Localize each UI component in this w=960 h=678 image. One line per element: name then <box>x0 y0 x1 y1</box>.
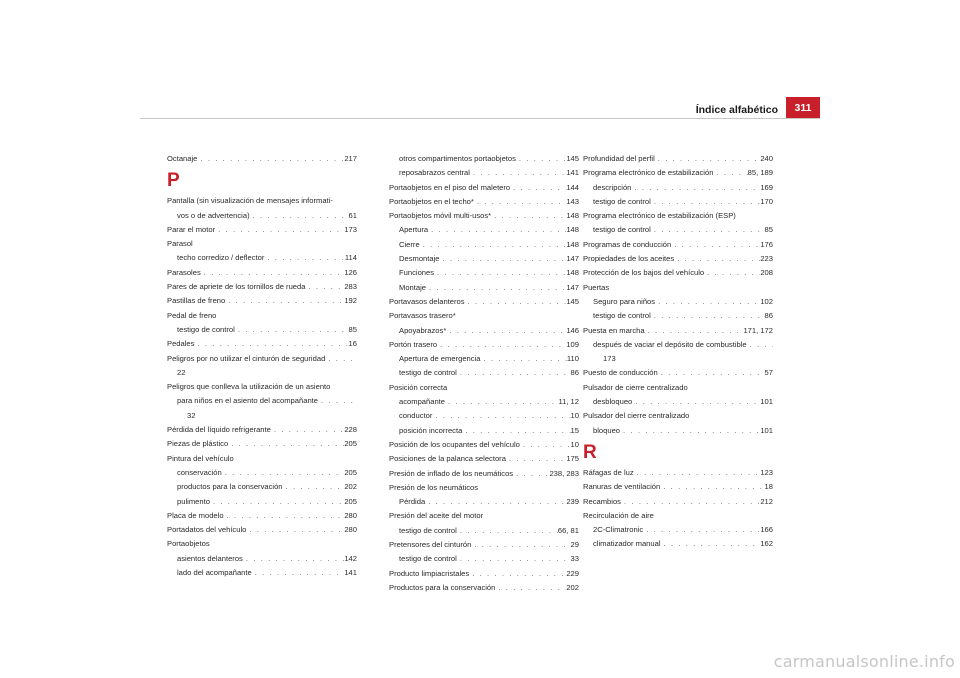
index-entry <box>583 266 773 280</box>
index-entry-page: 166 <box>760 525 773 535</box>
index-entry <box>389 181 579 195</box>
page-title: Índice alfabético <box>695 104 778 116</box>
index-entry-term: productos para la conservación <box>177 482 283 492</box>
index-entry-heading: Pulsador del cierre centralizado <box>583 411 690 421</box>
index-entry-page: 192 <box>344 296 357 306</box>
dot-leader <box>446 324 566 338</box>
index-subentry <box>583 195 773 209</box>
index-entry-term: Funciones <box>399 268 435 278</box>
index-entry-page: 85 <box>348 324 357 334</box>
index-entry-term: Parasoles <box>167 267 201 277</box>
index-subentry <box>389 424 579 438</box>
dot-leader <box>222 466 345 480</box>
index-entry-page: 162 <box>760 539 773 549</box>
dot-leader <box>621 495 760 509</box>
index-entry-term: Cierre <box>399 239 420 249</box>
index-entry-term: Producto limpiacristales <box>389 568 470 578</box>
index-entry <box>167 294 357 308</box>
dot-leader <box>671 238 760 252</box>
index-entry-term: conductor <box>399 411 433 421</box>
index-subentry <box>583 424 773 438</box>
index-entry-term: reposabrazos central <box>399 168 470 178</box>
index-subentry <box>389 152 579 166</box>
dot-leader <box>425 495 566 509</box>
index-entry-term: bloqueo <box>593 425 621 435</box>
index-entry-term: otros compartimentos portaobjetos <box>399 154 516 163</box>
dot-leader <box>655 295 760 309</box>
index-entry-page: 61 <box>348 210 357 220</box>
index-entry-term: Ranuras de ventilación <box>583 482 661 492</box>
dot-leader <box>201 266 345 280</box>
index-entry-page: 147 <box>566 254 579 264</box>
index-entry-page-continued: 173 <box>603 354 616 364</box>
index-entry-page: 280 <box>344 525 357 535</box>
index-entry <box>583 252 773 266</box>
index-subentry <box>389 524 579 538</box>
index-entry-term: climatizador manual <box>593 539 661 549</box>
index-subentry <box>167 394 357 408</box>
index-entry <box>389 195 579 209</box>
index-entry-term: Profundidad del perfil <box>583 154 655 163</box>
index-entry-heading: Recirculación de aire <box>583 510 654 520</box>
header-rule <box>140 118 820 119</box>
index-entry-term: después de vaciar el depósito de combustible <box>593 339 747 349</box>
index-entry-term: descripción <box>593 182 632 192</box>
index-entry <box>583 324 773 338</box>
index-entry-page: 173 <box>344 224 357 234</box>
index-entry-term: testigo de control <box>593 225 651 235</box>
index-entry <box>583 152 773 166</box>
index-entry-page: 145 <box>566 296 579 306</box>
dot-leader <box>457 552 571 566</box>
index-entry <box>167 352 357 366</box>
index-entry-term: asientos delanteros <box>177 553 243 563</box>
dot-leader <box>457 524 558 538</box>
index-entry-heading: Pedal de freno <box>167 310 217 320</box>
index-entry-heading: Peligros que conlleva la utilización de un asiento <box>167 382 331 392</box>
index-entry-page: 86 <box>764 311 773 321</box>
dot-leader <box>651 223 765 237</box>
index-entry-page: 171, 172 <box>743 325 773 335</box>
dot-leader <box>440 252 567 266</box>
index-entry-page: 280 <box>344 510 357 520</box>
index-entry-page: 148 <box>566 225 579 235</box>
index-entry <box>167 152 357 166</box>
dot-leader <box>469 567 566 581</box>
index-entry-page: 148 <box>566 268 579 278</box>
index-entry-term: testigo de control <box>593 311 651 321</box>
index-entry-page: 147 <box>566 282 579 292</box>
index-entry <box>167 437 357 451</box>
index-entry-page: 110 <box>566 354 579 364</box>
dot-leader <box>246 523 344 537</box>
dot-leader <box>474 195 566 209</box>
dot-leader <box>283 480 345 494</box>
index-entry <box>167 223 357 237</box>
index-entry-page: 29 <box>570 540 579 550</box>
dot-leader <box>480 352 566 366</box>
index-entry-term: para niños en el asiento del acompañante <box>177 396 319 406</box>
index-entry-page: 176 <box>760 239 773 249</box>
dot-leader <box>471 538 570 552</box>
index-entry-page: 15 <box>570 425 579 435</box>
dot-leader <box>516 152 566 166</box>
index-subentry <box>583 223 773 237</box>
index-entry-page: 239 <box>566 497 579 507</box>
dot-leader <box>651 195 760 209</box>
index-entry-page: 146 <box>566 325 579 335</box>
index-entry-term: Piezas de plástico <box>167 439 229 449</box>
index-entry-term: testigo de control <box>593 196 651 206</box>
index-entry-term: 2C-Climatronic <box>593 525 644 535</box>
index-entry <box>583 166 773 180</box>
dot-leader <box>318 394 357 408</box>
index-entry-term: Portón trasero <box>389 339 438 349</box>
index-entry-term: Pretensores del cinturón <box>389 540 472 550</box>
index-entry-page: 202 <box>344 482 357 492</box>
index-subentry <box>389 252 579 266</box>
index-subentry <box>167 466 357 480</box>
dot-leader <box>428 223 566 237</box>
dot-leader <box>243 552 344 566</box>
dot-leader <box>632 395 760 409</box>
index-entry-term: Pérdida <box>399 497 426 507</box>
dot-leader <box>506 452 566 466</box>
index-entry-term: Parar el motor <box>167 224 216 234</box>
index-entry-page: 10 <box>570 411 579 421</box>
index-entry-page: 217 <box>344 154 357 163</box>
index-entry-term: Programa electrónico de estabilización <box>583 168 714 178</box>
index-subentry <box>389 552 579 566</box>
index-entry-term: desbloqueo <box>593 397 633 407</box>
index-entry-page: 205 <box>344 439 357 449</box>
index-entry-term: Pedales <box>167 339 195 349</box>
index-entry-page: 228 <box>344 425 357 435</box>
index-subentry <box>583 309 773 323</box>
index-entry-term: techo corredizo / deflector <box>177 253 265 263</box>
dot-leader <box>465 295 567 309</box>
page-number-badge: 311 <box>786 97 820 119</box>
index-subentry <box>583 395 773 409</box>
index-subentry <box>167 251 357 265</box>
dot-leader <box>674 252 760 266</box>
index-entry-term: Pastillas de freno <box>167 296 226 306</box>
index-entry <box>389 452 579 466</box>
index-entry-term: Pérdida del líquido refrigerante <box>167 425 271 435</box>
dot-leader <box>631 181 760 195</box>
index-entry-page: 33 <box>570 554 579 564</box>
index-subentry <box>389 366 579 380</box>
index-subentry <box>389 409 579 423</box>
index-entry-term: Productos para la conservación <box>389 582 496 592</box>
dot-leader <box>264 251 345 265</box>
index-entry <box>167 337 357 351</box>
index-subentry <box>167 480 357 494</box>
index-subentry <box>389 223 579 237</box>
index-subentry <box>583 181 773 195</box>
index-entry-page: 85, 189 <box>747 168 773 178</box>
index-subentry <box>167 566 357 580</box>
dot-leader <box>713 166 747 180</box>
dot-leader <box>252 566 345 580</box>
index-entry <box>389 538 579 552</box>
dot-leader <box>495 581 566 595</box>
index-entry-term: testigo de control <box>399 525 457 535</box>
index-subentry <box>167 495 357 509</box>
dot-leader <box>620 424 760 438</box>
index-entry <box>167 423 357 437</box>
dot-leader <box>634 466 761 480</box>
index-entry-page: 16 <box>348 339 357 349</box>
dot-leader <box>658 366 765 380</box>
index-entry-term: Apoyabrazos* <box>399 325 447 335</box>
index-subentry <box>389 238 579 252</box>
index-entry-page: 11, 12 <box>558 397 579 407</box>
index-entry-term: Recambios <box>583 496 621 506</box>
index-entry-page: 142 <box>344 553 357 563</box>
index-subentry <box>389 324 579 338</box>
index-entry-page: 175 <box>566 454 579 464</box>
index-subentry <box>583 523 773 537</box>
index-entry-term: Apertura <box>399 225 429 235</box>
index-entry-page: 229 <box>566 568 579 578</box>
index-entry-heading: Pulsador de cierre centralizado <box>583 382 688 392</box>
index-entry-heading: Programa electrónico de estabilización (ESP) <box>583 211 736 221</box>
index-entry-term: Peligros por no utilizar el cinturón de seguridad <box>167 353 326 363</box>
index-column-1 <box>167 152 357 580</box>
index-entry-page: 240 <box>760 154 773 163</box>
index-subentry <box>389 281 579 295</box>
index-entry-term: Posiciones de la palanca selectora <box>389 454 506 464</box>
index-entry <box>583 495 773 509</box>
index-entry <box>167 209 357 223</box>
index-entry <box>583 366 773 380</box>
dot-leader <box>510 181 566 195</box>
index-entry-term: Pares de apriete de los tornillos de rueda <box>167 282 306 292</box>
index-entry-page: 18 <box>764 482 773 492</box>
index-entry-heading: Portavasos trasero* <box>389 311 456 321</box>
index-subentry <box>583 295 773 309</box>
index-entry-page: 141 <box>566 168 579 178</box>
index-entry-page: 202 <box>566 582 579 592</box>
index-entry-page: 212 <box>760 496 773 506</box>
dot-leader <box>491 209 566 223</box>
index-entry-page: 169 <box>760 182 773 192</box>
index-entry-page: 109 <box>566 339 579 349</box>
index-entry-heading: Posición correcta <box>389 382 448 392</box>
index-entry-heading: Pintura del vehículo <box>167 453 234 463</box>
index-entry-page: 208 <box>760 268 773 278</box>
index-entry-page: 101 <box>760 425 773 435</box>
index-entry-term: Presión de inflado de los neumáticos <box>389 468 514 478</box>
index-entry-heading: Portaobjetos <box>167 539 210 549</box>
index-entry-term: Puesto de conducción <box>583 368 658 378</box>
dot-leader <box>747 338 773 352</box>
index-entry-term: Desmontaje <box>399 254 440 264</box>
dot-leader <box>420 238 567 252</box>
dot-leader <box>210 495 344 509</box>
index-entry-page-continued: 32 <box>187 410 196 420</box>
index-entry-term-continued: vos o de advertencia) <box>177 210 250 220</box>
index-column-2 <box>389 152 579 595</box>
index-entry <box>167 509 357 523</box>
index-entry-term: Octanaje <box>167 154 198 163</box>
dot-leader <box>513 467 549 481</box>
index-entry-heading: Presión de los neumáticos <box>389 482 479 492</box>
index-entry-term: Portaobjetos en el techo* <box>389 196 474 206</box>
dot-leader <box>271 423 344 437</box>
watermark: carmanualsonline.info <box>773 652 955 671</box>
index-entry-term: pulimento <box>177 496 210 506</box>
dot-leader <box>235 323 349 337</box>
index-entry-page: 223 <box>760 254 773 264</box>
index-entry-heading: Parasol <box>167 239 193 249</box>
section-letter: R <box>583 441 597 463</box>
index-entry-page: 86 <box>570 368 579 378</box>
index-entry-term: Portavasos delanteros <box>389 296 465 306</box>
index-entry-term: Portaobjetos móvil multi-usos* <box>389 211 492 221</box>
dot-leader <box>457 366 571 380</box>
index-entry-page: 114 <box>344 253 357 263</box>
index-entry-term: Apertura de emergencia <box>399 354 481 364</box>
index-entry-page: 148 <box>566 239 579 249</box>
index-entry-page: 144 <box>566 182 579 192</box>
dot-leader <box>197 152 344 166</box>
index-entry-page: 205 <box>344 467 357 477</box>
index-subentry <box>389 266 579 280</box>
index-entry-term: Seguro para niños <box>593 296 656 306</box>
index-entry-term: Portaobjetos en el piso del maletero <box>389 182 511 192</box>
index-entry <box>389 438 579 452</box>
index-subentry <box>167 323 357 337</box>
dot-leader <box>704 266 760 280</box>
index-entry-page: 102 <box>760 296 773 306</box>
index-entry <box>583 466 773 480</box>
dot-leader <box>520 438 571 452</box>
index-entry-term: Programas de conducción <box>583 239 672 249</box>
index-entry-term: Puesta en marcha <box>583 325 645 335</box>
index-entry-page: 205 <box>344 496 357 506</box>
index-entry-page-continued: 22 <box>177 367 186 377</box>
index-entry-term: lado del acompañante <box>177 568 252 578</box>
index-subentry <box>389 395 579 409</box>
index-entry-page: 126 <box>344 267 357 277</box>
index-entry <box>389 581 579 595</box>
dot-leader <box>426 281 566 295</box>
index-entry-page: 148 <box>566 211 579 221</box>
index-subentry <box>583 537 773 551</box>
index-entry <box>389 567 579 581</box>
index-subentry <box>167 552 357 566</box>
index-entry-page: 141 <box>344 568 357 578</box>
dot-leader <box>224 509 345 523</box>
dot-leader <box>194 337 348 351</box>
index-entry-page: 238, 283 <box>549 468 579 478</box>
dot-leader <box>651 309 765 323</box>
index-entry-page: 101 <box>760 397 773 407</box>
index-entry-page: 170 <box>760 196 773 206</box>
dot-leader <box>655 152 761 166</box>
dot-leader <box>250 209 349 223</box>
dot-leader <box>325 352 357 366</box>
index-entry-term: conservación <box>177 467 222 477</box>
index-entry <box>167 523 357 537</box>
index-entry-term: Posición de los ocupantes del vehículo <box>389 439 520 449</box>
index-entry-page: 85 <box>764 225 773 235</box>
index-entry-term: acompañante <box>399 397 446 407</box>
dot-leader <box>305 280 344 294</box>
index-entry-term: testigo de control <box>399 554 457 564</box>
dot-leader <box>661 537 761 551</box>
index-entry-heading: Puertas <box>583 282 610 292</box>
dot-leader <box>643 523 760 537</box>
index-subentry <box>389 166 579 180</box>
index-entry <box>583 480 773 494</box>
index-entry <box>583 238 773 252</box>
dot-leader <box>462 424 570 438</box>
index-entry-term: Propiedades de los aceites <box>583 254 675 264</box>
section-letter: P <box>167 170 180 192</box>
index-subentry <box>583 338 773 352</box>
index-entry-page: 145 <box>566 154 579 163</box>
dot-leader <box>470 166 566 180</box>
index-entry-term: Ráfagas de luz <box>583 467 634 477</box>
dot-leader <box>437 338 566 352</box>
index-entry <box>389 295 579 309</box>
index-entry <box>389 338 579 352</box>
index-entry-page: 143 <box>566 196 579 206</box>
index-entry-page: 123 <box>760 467 773 477</box>
index-entry-term: Pantalla (sin visualización de mensajes informati- <box>167 196 333 206</box>
index-subentry <box>389 495 579 509</box>
index-entry-term: Protección de los bajos del vehículo <box>583 268 705 278</box>
index-entry <box>167 280 357 294</box>
index-entry-term: Montaje <box>399 282 427 292</box>
index-entry <box>389 209 579 223</box>
index-column-3 <box>583 152 773 552</box>
dot-leader <box>432 409 570 423</box>
index-entry <box>167 266 357 280</box>
index-entry-term: Placa de modelo <box>167 510 224 520</box>
index-entry <box>389 467 579 481</box>
index-entry-term: testigo de control <box>399 368 457 378</box>
index-entry-page: 283 <box>344 282 357 292</box>
index-entry-heading: Presión del aceite del motor <box>389 511 484 521</box>
index-entry-page: 66, 81 <box>557 525 579 535</box>
index-entry-term: testigo de control <box>177 324 235 334</box>
dot-leader <box>445 395 558 409</box>
index-entry-term: Portadatos del vehículo <box>167 525 247 535</box>
index-entry-term: posición incorrecta <box>399 425 463 435</box>
dot-leader <box>660 480 764 494</box>
dot-leader <box>215 223 344 237</box>
index-entry-page: 10 <box>570 439 579 449</box>
dot-leader <box>228 437 344 451</box>
dot-leader <box>645 324 744 338</box>
index-entry-page: 57 <box>764 368 773 378</box>
dot-leader <box>225 294 344 308</box>
index-subentry <box>389 352 579 366</box>
dot-leader <box>434 266 566 280</box>
